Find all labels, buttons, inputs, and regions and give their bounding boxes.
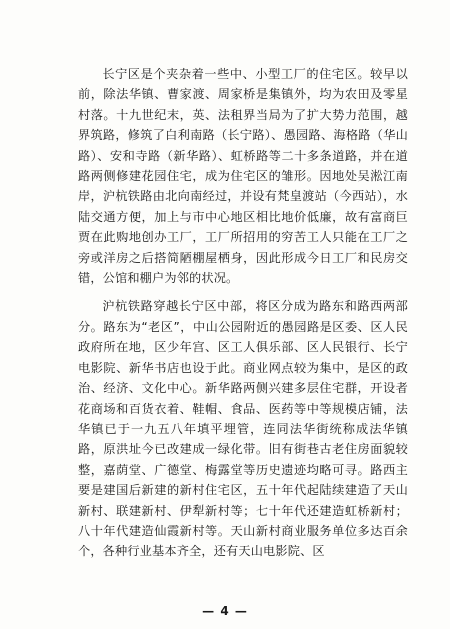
paragraph-2: 沪杭铁路穿越长宁区中部，将区分成为路东和路西两部分。路东为“老区”，中山公园附近的愚园路是区委、区人民政府所在地，区少年宫、区工人俱乐部、区人民银行、长宁电影院、新华书店也设于此。商业网点较为集中，是区的政治、经济、文化中心。新华路两侧兴建多层住宅群，开设者花商场和百货衣着、鞋帽、食品、医药等中等规模店铺，法华镇已于一九五八年填平埋管，连同法华街统称成法华镇路，原洪址今已改建成一绿化带。旧有街巷古老住房面貌较整，嘉荫堂、广德堂、梅露堂等历史遗迹均略可寻。路西主要是建国后新建的新村住宅区，五十年代起陆续建造了天山新村、联建新村、伊犁新村等；七十年代还建造虹桥新村；八十年代建造仙霞新村等。天山新村商业服务单位多达百余个，各种行业基本齐全，还有天山电影院、区: [78, 299, 408, 559]
body-text: [78, 64, 408, 562]
paragraph-1: 长宁区是个夹杂着一些中、小型工厂的住宅区。较早以前，除法华镇、曹家渡、周家桥是集镇外，均为农田及零星村落。十九世纪末，英、法租界当局为了扩大势力范围，越界筑路，修筑了白利南路（长宁路）、愚园路、海格路（华山路）、安和寺路（新华路）、虹桥路等二十多条道路，并在道路两侧修建花园住宅，成为住宅区的雏形。因地处吴淞江南岸，沪杭铁路由北向南经过，并设有梵皇渡站（今西站），水陆交通方便，加上与市中心地区相比地价低廉，故有富商巨贾在此购地创办工厂，工厂所招用的穷苦工人只能在工厂之旁或洋房之后搭简陋棚屋栖身，因此形成今日工厂和民房交错，公馆和棚户为邻的状况。: [78, 67, 408, 286]
page-number: — 4 —: [202, 604, 248, 618]
